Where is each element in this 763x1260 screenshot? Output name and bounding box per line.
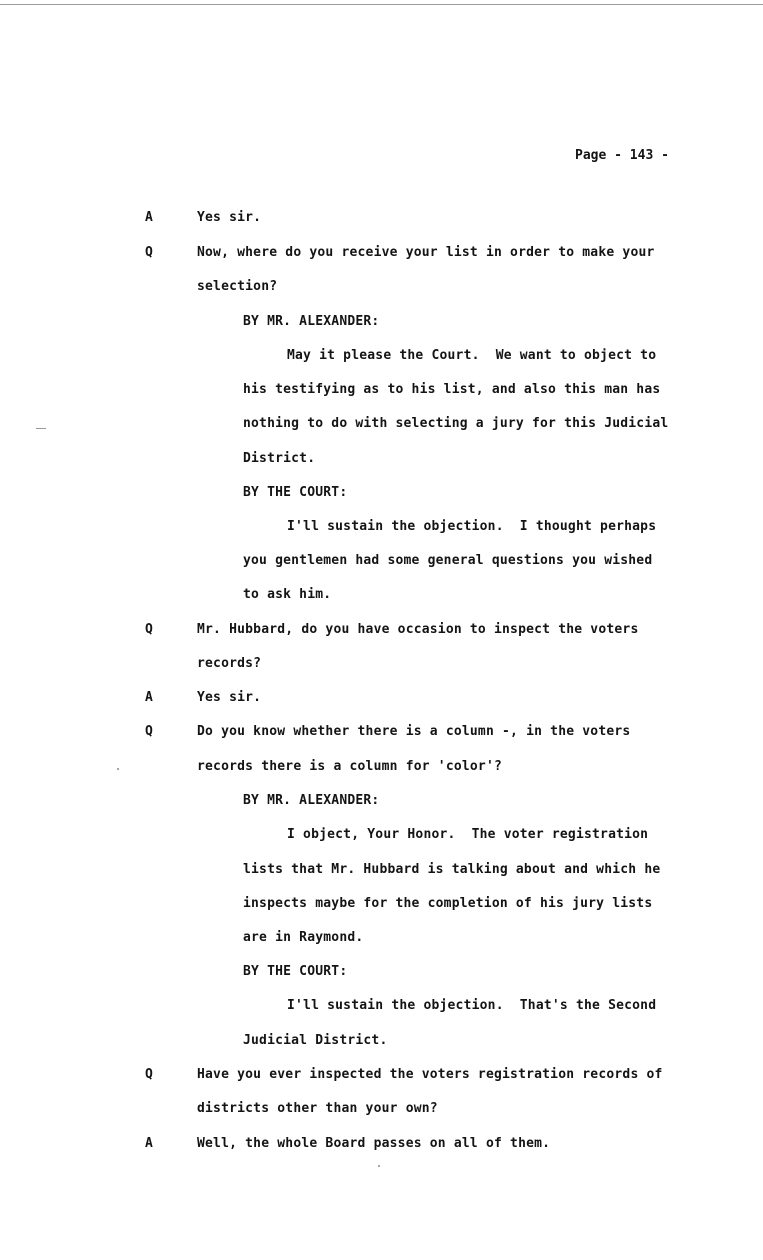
transcript-line: Do you know whether there is a column -, in the voters [197, 724, 631, 739]
transcript-line: I'll sustain the objection. I thought perhaps [287, 519, 657, 534]
transcript-line: Mr. Hubbard, do you have occasion to inspect the voters [197, 622, 639, 637]
scan-speck [378, 1165, 380, 1167]
transcript-line: Yes sir. [197, 210, 262, 225]
transcript-line: to ask him. [243, 587, 332, 602]
speaker-marker: A [145, 1136, 153, 1151]
transcript-line: selection? [197, 279, 278, 294]
transcript-line: Well, the whole Board passes on all of them. [197, 1136, 551, 1151]
scan-speck [36, 428, 46, 429]
scan-speck [117, 768, 119, 770]
speaker-heading: BY THE COURT: [243, 964, 348, 979]
transcript-line: records? [197, 656, 262, 671]
speaker-marker: Q [145, 622, 153, 637]
transcript-line: his testifying as to his list, and also this man has [243, 382, 661, 397]
transcript-line: May it please the Court. We want to object to [287, 348, 657, 363]
transcript-line: Have you ever inspected the voters registration records of [197, 1067, 663, 1082]
transcript-line: records there is a column for 'color'? [197, 759, 503, 774]
transcript-line: I'll sustain the objection. That's the Second [287, 998, 657, 1013]
speaker-marker: Q [145, 1067, 153, 1082]
transcript-line: Yes sir. [197, 690, 262, 705]
transcript-line: are in Raymond. [243, 930, 364, 945]
transcript-line: you gentlemen had some general questions you wished [243, 553, 653, 568]
transcript-line: Judicial District. [243, 1033, 388, 1048]
speaker-marker: A [145, 210, 153, 225]
speaker-heading: BY MR. ALEXANDER: [243, 314, 380, 329]
page-number: Page - 143 - [575, 148, 669, 163]
transcript-line: District. [243, 451, 316, 466]
transcript-line: lists that Mr. Hubbard is talking about and which he [243, 862, 661, 877]
speaker-heading: BY MR. ALEXANDER: [243, 793, 380, 808]
speaker-heading: BY THE COURT: [243, 485, 348, 500]
transcript-line: inspects maybe for the completion of his jury lists [243, 896, 653, 911]
transcript-line: Now, where do you receive your list in order to make your [197, 245, 655, 260]
top-border-line [0, 4, 763, 5]
transcript-line: districts other than your own? [197, 1101, 438, 1116]
transcript-line: I object, Your Honor. The voter registration [287, 827, 649, 842]
transcript-line: nothing to do with selecting a jury for this Judicial [243, 416, 669, 431]
speaker-marker: A [145, 690, 153, 705]
speaker-marker: Q [145, 724, 153, 739]
speaker-marker: Q [145, 245, 153, 260]
